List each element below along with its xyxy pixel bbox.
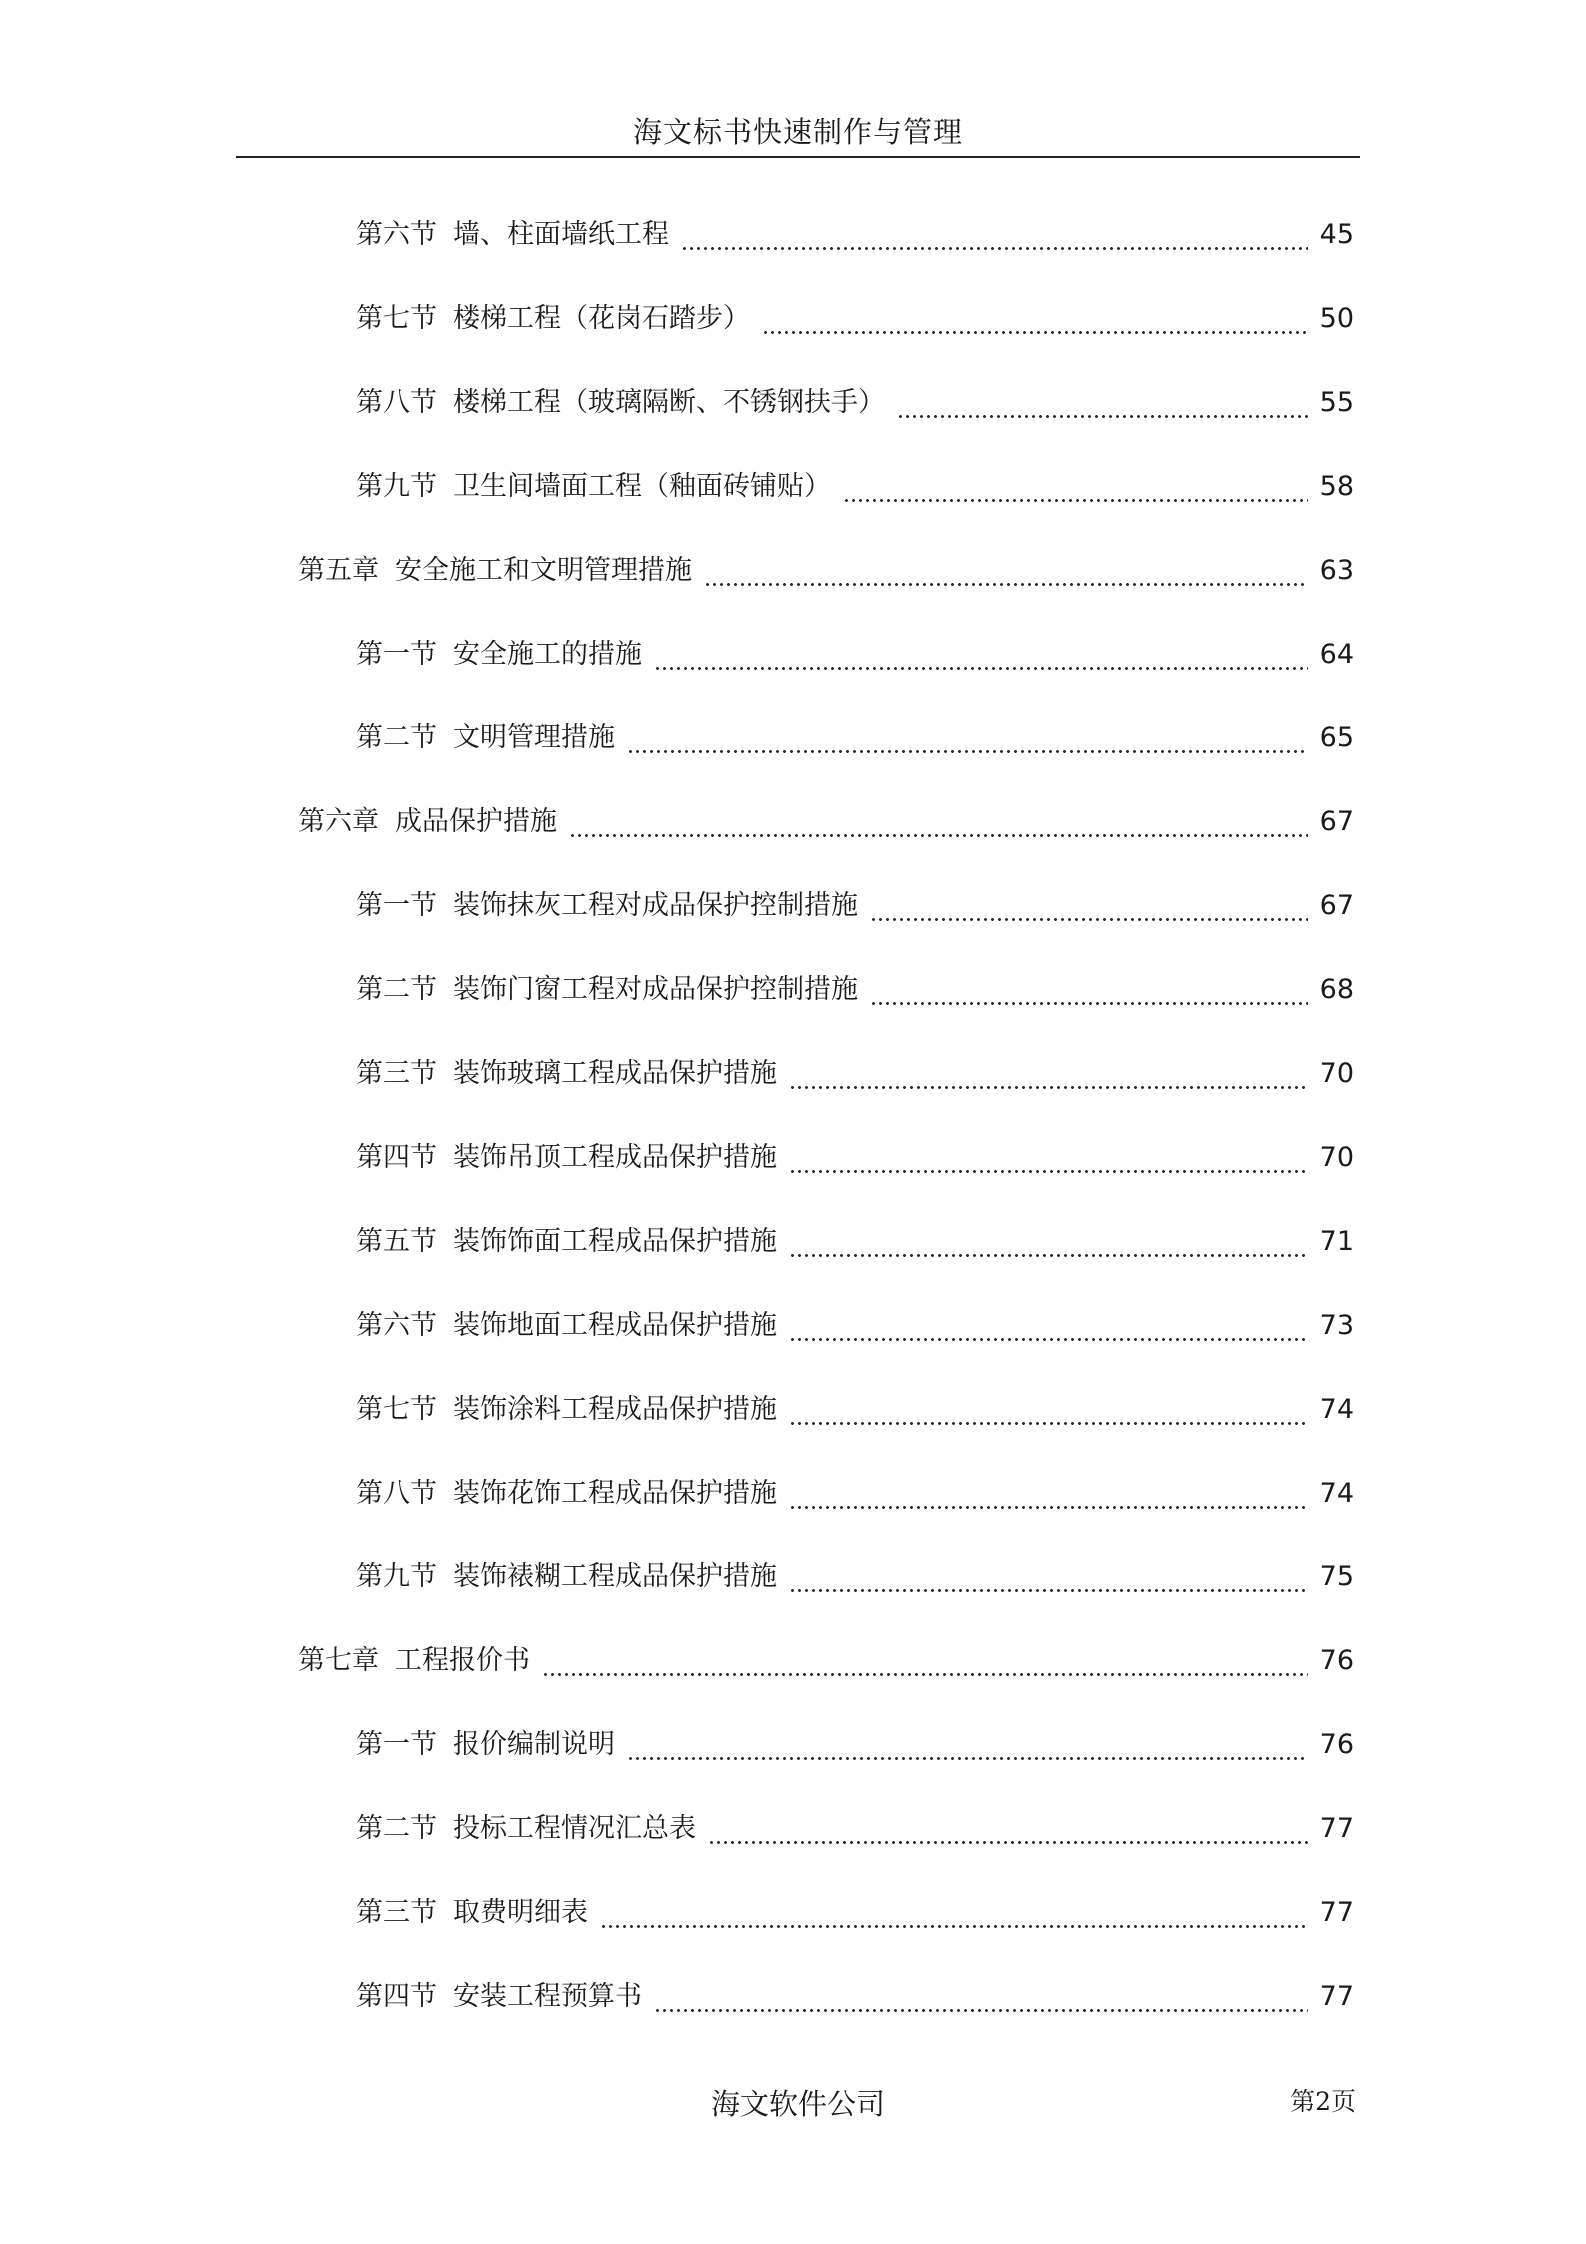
- footer-page-number: 第2页: [1290, 2087, 1356, 2116]
- toc-section-entry[interactable]: [356, 297, 1354, 341]
- toc-dot-leader: [542, 1639, 1308, 1683]
- toc-entry-number: 第一节: [356, 1729, 437, 1760]
- toc-section-entry[interactable]: [356, 1891, 1354, 1935]
- toc-section-entry[interactable]: [356, 1807, 1354, 1851]
- toc-section-entry[interactable]: [356, 1220, 1354, 1264]
- toc-entry-number: 第八节: [356, 1478, 437, 1509]
- toc-dot-leader: [681, 213, 1308, 257]
- toc-entry-number: 第七节: [356, 1394, 437, 1425]
- toc-dot-leader: [762, 297, 1308, 341]
- toc-entry-number: 第五节: [356, 1226, 437, 1257]
- toc-entry-number: 第九节: [356, 1561, 437, 1592]
- header-title: 海文标书快速制作与管理: [632, 115, 963, 149]
- toc-entry-page: 67: [1319, 890, 1354, 921]
- toc-chapter-entry[interactable]: [298, 800, 1354, 844]
- toc-entry-page: 73: [1319, 1310, 1354, 1341]
- toc-entry-number: 第七节: [356, 303, 437, 334]
- toc-entry-page: 68: [1319, 974, 1354, 1005]
- toc-entry-number: 第六节: [356, 219, 437, 250]
- toc-dot-leader: [789, 1304, 1308, 1348]
- toc-dot-leader: [789, 1555, 1308, 1599]
- toc-section-entry[interactable]: [356, 465, 1354, 509]
- toc-entry-page: 58: [1319, 471, 1354, 502]
- toc-section-entry[interactable]: [356, 1136, 1354, 1180]
- toc-entry-number: 第五章: [298, 555, 379, 586]
- toc-section-entry[interactable]: [356, 1723, 1354, 1767]
- page-header: [236, 108, 1360, 158]
- toc-entry-title: 装饰抹灰工程对成品保护控制措施: [453, 890, 858, 921]
- toc-entry-number: 第二节: [356, 722, 437, 753]
- toc-section-entry[interactable]: [356, 1304, 1354, 1348]
- toc-entry-number: 第八节: [356, 387, 437, 418]
- toc-entry-number: 第七章: [298, 1645, 379, 1676]
- toc-entry-title: 取费明细表: [453, 1897, 588, 1928]
- toc-entry-number: 第三节: [356, 1897, 437, 1928]
- toc-section-entry[interactable]: [356, 1472, 1354, 1516]
- toc-entry-page: 65: [1319, 722, 1354, 753]
- toc-entry-title: 安装工程预算书: [453, 1981, 642, 2012]
- toc-entry-page: 50: [1319, 303, 1354, 334]
- toc-entry-title: 装饰花饰工程成品保护措施: [453, 1478, 777, 1509]
- toc-dot-leader: [789, 1052, 1308, 1096]
- toc-entry-title: 装饰门窗工程对成品保护控制措施: [453, 974, 858, 1005]
- toc-entry-title: 成品保护措施: [395, 806, 557, 837]
- toc-dot-leader: [708, 1807, 1308, 1851]
- toc-entry-title: 楼梯工程（玻璃隔断、不锈钢扶手）: [453, 387, 885, 418]
- toc-dot-leader: [870, 884, 1308, 928]
- toc-entry-number: 第三节: [356, 1058, 437, 1089]
- toc-entry-title: 楼梯工程（花岗石踏步）: [453, 303, 750, 334]
- toc-dot-leader: [627, 1723, 1308, 1767]
- toc-section-entry[interactable]: [356, 968, 1354, 1012]
- toc-chapter-entry[interactable]: [298, 549, 1354, 593]
- toc-entry-page: 64: [1319, 639, 1354, 670]
- toc-dot-leader: [654, 1975, 1308, 2019]
- toc-entry-page: 55: [1319, 387, 1354, 418]
- toc-entry-page: 77: [1319, 1897, 1354, 1928]
- toc-entry-page: 70: [1319, 1058, 1354, 1089]
- toc-entry-title: 报价编制说明: [453, 1729, 615, 1760]
- toc-dot-leader: [870, 968, 1308, 1012]
- toc-section-entry[interactable]: [356, 213, 1354, 257]
- toc-section-entry[interactable]: [356, 1555, 1354, 1599]
- toc-entry-page: 45: [1319, 219, 1354, 250]
- toc-dot-leader: [789, 1136, 1308, 1180]
- toc-entry-title: 卫生间墙面工程（釉面砖铺贴）: [453, 471, 831, 502]
- toc-entry-title: 装饰吊顶工程成品保护措施: [453, 1142, 777, 1173]
- toc-section-entry[interactable]: [356, 381, 1354, 425]
- toc-entry-page: 76: [1319, 1645, 1354, 1676]
- toc-entry-page: 75: [1319, 1561, 1354, 1592]
- toc-entry-title: 装饰涂料工程成品保护措施: [453, 1394, 777, 1425]
- toc-section-entry[interactable]: [356, 1388, 1354, 1432]
- toc-entry-number: 第九节: [356, 471, 437, 502]
- toc-entry-page: 63: [1319, 555, 1354, 586]
- toc-entry-number: 第四节: [356, 1981, 437, 2012]
- toc-entry-page: 76: [1319, 1729, 1354, 1760]
- toc-dot-leader: [789, 1472, 1308, 1516]
- toc-section-entry[interactable]: [356, 884, 1354, 928]
- toc-dot-leader: [627, 716, 1308, 760]
- toc-dot-leader: [704, 549, 1308, 593]
- toc-dot-leader: [600, 1891, 1308, 1935]
- toc-entry-page: 77: [1319, 1813, 1354, 1844]
- toc-entry-title: 装饰地面工程成品保护措施: [453, 1310, 777, 1341]
- toc-entry-number: 第六节: [356, 1310, 437, 1341]
- toc-dot-leader: [654, 633, 1308, 677]
- toc-entry-page: 71: [1319, 1226, 1354, 1257]
- toc-entry-title: 安全施工和文明管理措施: [395, 555, 692, 586]
- toc-entry-title: 墙、柱面墙纸工程: [453, 219, 669, 250]
- toc-entry-number: 第二节: [356, 1813, 437, 1844]
- toc-entry-page: 70: [1319, 1142, 1354, 1173]
- toc-dot-leader: [897, 381, 1308, 425]
- toc-entry-number: 第二节: [356, 974, 437, 1005]
- toc-entry-number: 第一节: [356, 639, 437, 670]
- toc-entry-page: 74: [1319, 1478, 1354, 1509]
- footer-company: 海文软件公司: [710, 2087, 885, 2121]
- toc-dot-leader: [843, 465, 1308, 509]
- toc-dot-leader: [569, 800, 1308, 844]
- toc-entry-page: 77: [1319, 1981, 1354, 2012]
- toc-entry-title: 文明管理措施: [453, 722, 615, 753]
- toc-chapter-entry[interactable]: [298, 1639, 1354, 1683]
- toc-entry-number: 第六章: [298, 806, 379, 837]
- toc-entry-title: 装饰裱糊工程成品保护措施: [453, 1561, 777, 1592]
- toc-entry-page: 74: [1319, 1394, 1354, 1425]
- toc-section-entry[interactable]: [356, 716, 1354, 760]
- toc-dot-leader: [789, 1388, 1308, 1432]
- toc-entry-number: 第一节: [356, 890, 437, 921]
- toc-dot-leader: [789, 1220, 1308, 1264]
- toc-entry-page: 67: [1319, 806, 1354, 837]
- toc-section-entry[interactable]: [356, 1975, 1354, 2019]
- toc-entry-title: 装饰玻璃工程成品保护措施: [453, 1058, 777, 1089]
- toc-entry-title: 安全施工的措施: [453, 639, 642, 670]
- toc-entry-title: 投标工程情况汇总表: [453, 1813, 696, 1844]
- page-footer: [236, 2080, 1360, 2128]
- toc-entry-number: 第四节: [356, 1142, 437, 1173]
- toc-entry-title: 工程报价书: [395, 1645, 530, 1676]
- toc-section-entry[interactable]: [356, 633, 1354, 677]
- toc-entry-title: 装饰饰面工程成品保护措施: [453, 1226, 777, 1257]
- toc-section-entry[interactable]: [356, 1052, 1354, 1096]
